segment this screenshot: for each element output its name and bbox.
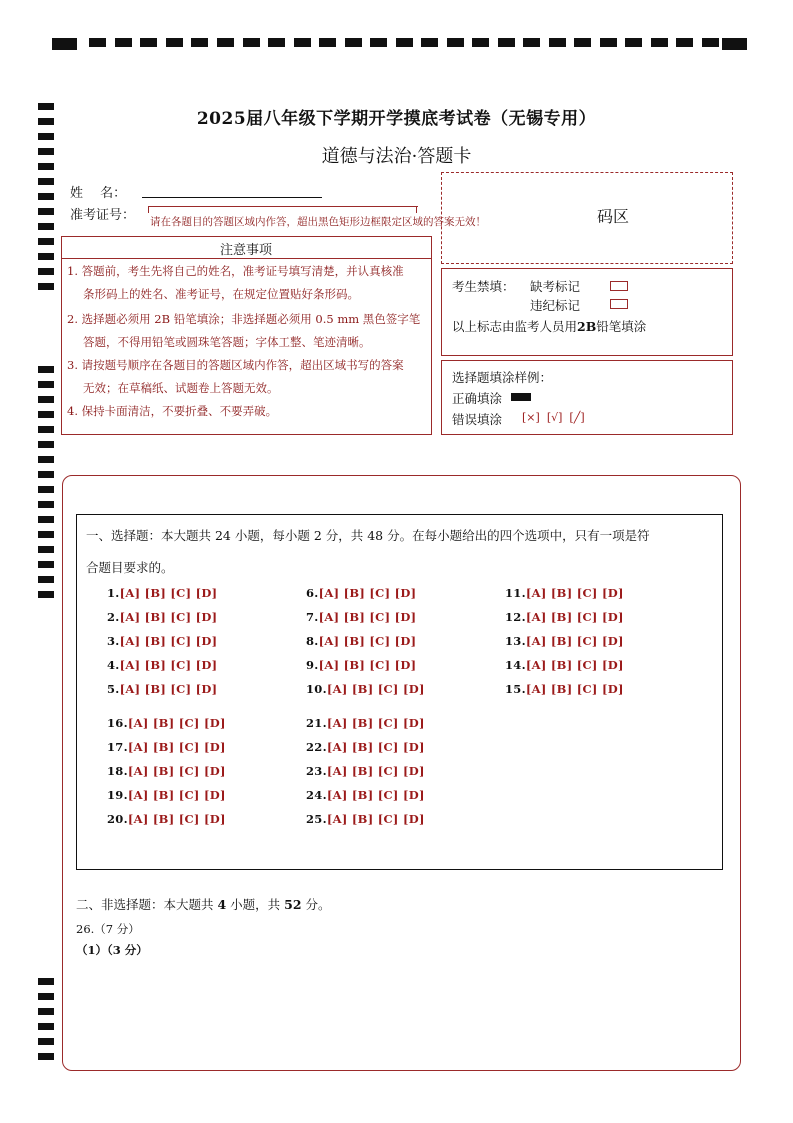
question-16[interactable]: 16.[A] [B] [C] [D] bbox=[107, 716, 226, 730]
question-23[interactable]: 23.[A] [B] [C] [D] bbox=[306, 764, 425, 778]
barcode-area bbox=[441, 172, 733, 264]
notice-title: 注意事项 bbox=[219, 243, 272, 258]
violation-label: 违纪标记 bbox=[530, 298, 581, 313]
notice-item-4: 4. 保持卡面清洁，不要折叠、不要弄破。 bbox=[67, 404, 278, 418]
question-6[interactable]: 6.[A] [B] [C] [D] bbox=[306, 586, 417, 600]
barcode-label: 码区 bbox=[597, 207, 630, 226]
name-field[interactable] bbox=[142, 197, 322, 198]
question-15[interactable]: 15.[A] [B] [C] [D] bbox=[505, 682, 624, 696]
question-19[interactable]: 19.[A] [B] [C] [D] bbox=[107, 788, 226, 802]
question-14[interactable]: 14.[A] [B] [C] [D] bbox=[505, 658, 624, 672]
absent-mark-box[interactable] bbox=[610, 281, 628, 291]
question-11[interactable]: 11.[A] [B] [C] [D] bbox=[505, 586, 624, 600]
notice-divider bbox=[61, 258, 431, 259]
question-2[interactable]: 2.[A] [B] [C] [D] bbox=[107, 610, 218, 624]
question-1[interactable]: 1.[A] [B] [C] [D] bbox=[107, 586, 218, 600]
wrong-marks: [×] [√] [╱] bbox=[522, 411, 585, 424]
question-3[interactable]: 3.[A] [B] [C] [D] bbox=[107, 634, 218, 648]
section1-instructions-line1: 一、选择题：本大题共 24 小题，每小题 2 分，共 48 分。在每小题给出的四个选项中，只有一项是符 bbox=[86, 528, 650, 543]
sample-correct-label: 正确填涂 bbox=[452, 391, 503, 406]
proctor-label: 考生禁填： bbox=[452, 279, 515, 294]
question-26-1-label: （1）（3 分） bbox=[76, 943, 148, 957]
question-8[interactable]: 8.[A] [B] [C] [D] bbox=[306, 634, 417, 648]
page-subtitle: 道德与法治·答题卡 bbox=[321, 146, 472, 167]
question-9[interactable]: 9.[A] [B] [C] [D] bbox=[306, 658, 417, 672]
filled-sample-mark bbox=[511, 393, 531, 401]
proctor-note: 以上标志由监考人员用2B铅笔填涂 bbox=[452, 319, 647, 334]
absent-label: 缺考标记 bbox=[530, 279, 581, 294]
question-4[interactable]: 4.[A] [B] [C] [D] bbox=[107, 658, 218, 672]
question-24[interactable]: 24.[A] [B] [C] [D] bbox=[306, 788, 425, 802]
warning-text: 请在各题目的答题区域内作答，超出黑色矩形边框限定区域的答案无效！ bbox=[150, 216, 486, 228]
question-21[interactable]: 21.[A] [B] [C] [D] bbox=[306, 716, 425, 730]
question-20[interactable]: 20.[A] [B] [C] [D] bbox=[107, 812, 226, 826]
question-7[interactable]: 7.[A] [B] [C] [D] bbox=[306, 610, 417, 624]
section2-title: 二、非选择题：本大题共 4 小题，共 52 分。 bbox=[76, 897, 331, 912]
notice-item-1: 1. 答题前，考生先将自己的姓名，准考证号填写清楚，并认真核准 条形码上的姓名、准考证号，在规定位置贴好条形码。 bbox=[67, 264, 404, 301]
question-10[interactable]: 10.[A] [B] [C] [D] bbox=[306, 682, 425, 696]
name-label: 姓 名： bbox=[70, 186, 127, 201]
notice-item-3: 3. 请按题号顺序在各题目的答题区域内作答，超出区域书写的答案 无效；在草稿纸、试题卷上答题无效。 bbox=[67, 358, 404, 395]
question-13[interactable]: 13.[A] [B] [C] [D] bbox=[505, 634, 624, 648]
question-26-label: 26.（7 分） bbox=[76, 922, 140, 936]
page-title: 2025届八年级下学期开学摸底考试卷（无锡专用） bbox=[196, 109, 597, 129]
question-5[interactable]: 5.[A] [B] [C] [D] bbox=[107, 682, 218, 696]
section1-instructions-line2: 合题目要求的。 bbox=[86, 560, 174, 575]
sample-wrong-label: 错误填涂 bbox=[452, 412, 503, 427]
question-17[interactable]: 17.[A] [B] [C] [D] bbox=[107, 740, 226, 754]
id-label: 准考证号： bbox=[70, 208, 136, 223]
sample-title: 选择题填涂样例： bbox=[452, 370, 553, 385]
question-25[interactable]: 25.[A] [B] [C] [D] bbox=[306, 812, 425, 826]
question-22[interactable]: 22.[A] [B] [C] [D] bbox=[306, 740, 425, 754]
question-12[interactable]: 12.[A] [B] [C] [D] bbox=[505, 610, 624, 624]
violation-mark-box[interactable] bbox=[610, 299, 628, 309]
notice-item-2: 2. 选择题必须用 2B 铅笔填涂；非选择题必须用 0.5 mm 黑色签字笔 答题，不得用铅笔或圆珠笔答题；字体工整、笔迹清晰。 bbox=[67, 312, 421, 349]
question-18[interactable]: 18.[A] [B] [C] [D] bbox=[107, 764, 226, 778]
